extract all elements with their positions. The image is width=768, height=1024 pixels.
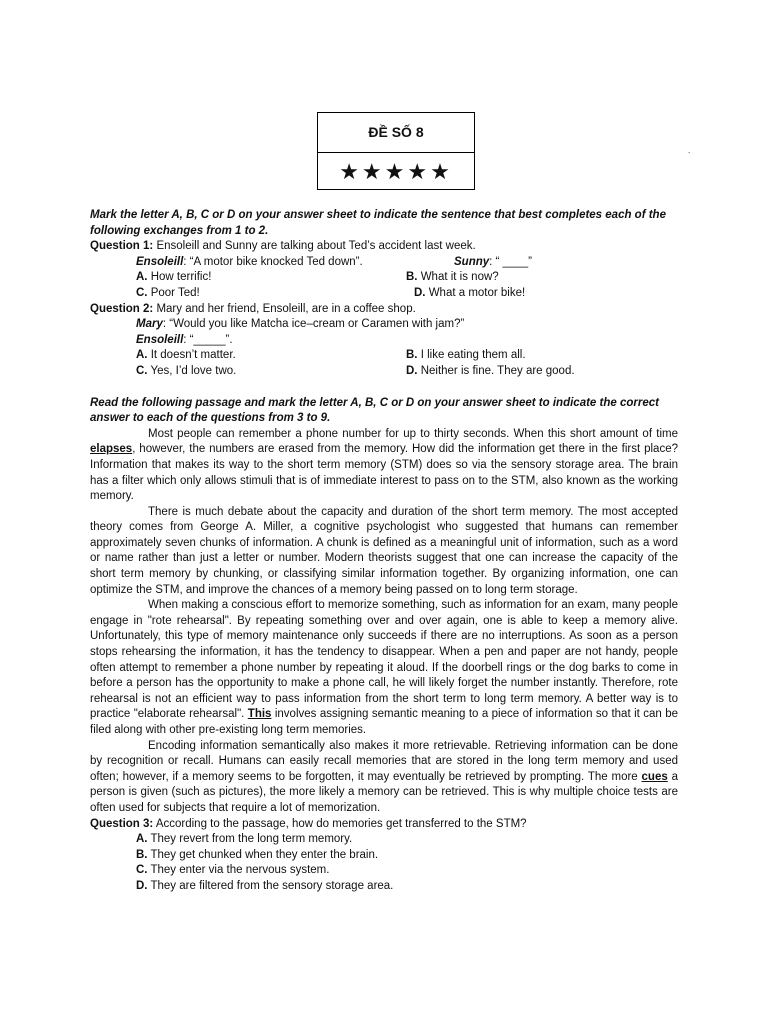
exam-title-box: [317, 112, 475, 190]
question-1-text: Ensoleill and Sunny are talking about Ted’s accident last week.: [153, 240, 476, 253]
option-a[interactable]: A. It doesn’t matter.: [136, 349, 236, 362]
option-a[interactable]: A. They revert from the long term memory.: [136, 833, 353, 846]
option-d[interactable]: D. Neither is fine. They are good.: [406, 364, 575, 377]
question-3-label: Question 3:: [90, 817, 154, 830]
question-2-label: Question 2:: [90, 302, 154, 315]
content: [90, 208, 678, 895]
passage-paragraph-3: When making a conscious effort to memorize something, such as information for an exam, many people engage in "rote rehearsal". By repeating something over and over again, one is able to keep a memory alive. Unfortunately, this type of memory maintenance only succeeds if there are no interruptions. As soon as a person stops rehearsing the information, it has the tendency to disappear. When a pen and paper are not handy, people often attempt to remember a phone number by repeating it aloud. If the doorbell rings or the dog barks to come in before a person has the opportunity to make a phone call, he will likely forget the number instantly. Therefore, rote rehearsal is not an efficient way to pass information from the short term to long term memory. A better way is to practice "elaborate rehearsal". This involves assigning semantic meaning to a piece of information so that it can be filed along with other pre-existing long term memories.: [90, 599, 678, 736]
question-2-dialogue-2: Ensoleill: “_____”.: [136, 333, 233, 346]
underlined-word-this: This: [247, 708, 272, 721]
passage-paragraph-1: Most people can remember a phone number for up to thirty seconds. When this short amount of time elapses, however, the numbers are erased from the memory. How did the information get there in the first place? Information that makes its way to the short term memory (STM) does so via the sensory storage area. The brain has a filter which only allows stimuli that is of immediate interest to pass on to the STM, also known as the working memory.: [90, 427, 678, 503]
question-2-text: Mary and her friend, Ensoleill, are in a coffee shop.: [153, 302, 416, 315]
option-a[interactable]: A. How terrific!: [136, 271, 212, 284]
section1-instruction: Mark the letter A, B, C or D on your answer sheet to indicate the sentence that best completes each of the following exchanges from 1 to 2.: [90, 209, 666, 237]
passage-paragraph-4: Encoding information semantically also makes it more retrievable. Retrieving information can be done by recognition or recall. Humans can easily recall memories that are stored in the long term memory and used often; however, if a memory seems to be forgotten, it may eventually be retrieved by prompting. The more cues a person is given (such as pictures), the more likely a memory can be retrieved. This is why multiple choice tests are often used for subjects that require a lot of memorization.: [90, 739, 678, 814]
question-1-label: Question 1:: [90, 240, 154, 253]
question-1-options: [90, 270, 678, 301]
option-c[interactable]: C. Poor Ted!: [136, 286, 200, 299]
section2-instruction: Read the following passage and mark the letter A, B, C or D on your answer sheet to indicate the correct answer to each of the questions from 3 to 9.: [90, 396, 659, 425]
difficulty-stars: ★★★★★: [339, 159, 453, 185]
question-1-dialogue: [90, 255, 678, 271]
question-1: [90, 239, 678, 255]
question-2-options: [90, 348, 678, 379]
option-b[interactable]: B. I like eating them all.: [406, 349, 526, 362]
question-3-text: According to the passage, how do memories get transferred to the STM?: [153, 817, 527, 830]
speaker-sunny: Sunny: [454, 255, 490, 268]
option-c[interactable]: C. They enter via the nervous system.: [136, 864, 330, 877]
dialogue-line-2: : “ ____”: [489, 255, 532, 268]
passage-paragraph-2: There is much debate about the capacity and duration of the short term memory. The most accepted theory comes from George A. Miller, a cognitive psychologist who suggested that humans can remember approximately seven chunks of information. A chunk is defined as a meaningful unit of information, such as a word or name rather than just a letter or number. Modern theorists suggest that one can increase the capacity of the short term memory by chunking, or classifying similar information together. By organizing information, one can optimize the STM, and improve the chances of a memory being passed on to long term storage.: [90, 505, 678, 596]
dialogue-line-1: : “A motor bike knocked Ted down”.: [183, 255, 363, 268]
option-d[interactable]: D. What a motor bike!: [414, 286, 526, 299]
exam-title: ĐỀ SỐ 8: [318, 113, 474, 153]
option-d[interactable]: D. They are filtered from the sensory storage area.: [136, 879, 394, 892]
question-2: [90, 302, 678, 318]
underlined-word-cues: cues: [641, 770, 668, 783]
speaker-ensoleill-2: Ensoleill: [136, 333, 184, 346]
stray-dot: .: [688, 146, 691, 155]
option-c[interactable]: C. Yes, I’d love two.: [136, 364, 237, 377]
option-b[interactable]: B. What it is now?: [406, 271, 499, 284]
option-b[interactable]: B. They get chunked when they enter the brain.: [136, 848, 379, 861]
question-3: [90, 817, 678, 833]
underlined-word-elapses: elapses: [90, 443, 133, 456]
speaker-mary: Mary: [136, 318, 163, 331]
speaker-ensoleill: Ensoleill: [136, 255, 184, 268]
question-2-dialogue-1: Mary: “Would you like Matcha ice–cream or Caramen with jam?”: [136, 318, 465, 331]
